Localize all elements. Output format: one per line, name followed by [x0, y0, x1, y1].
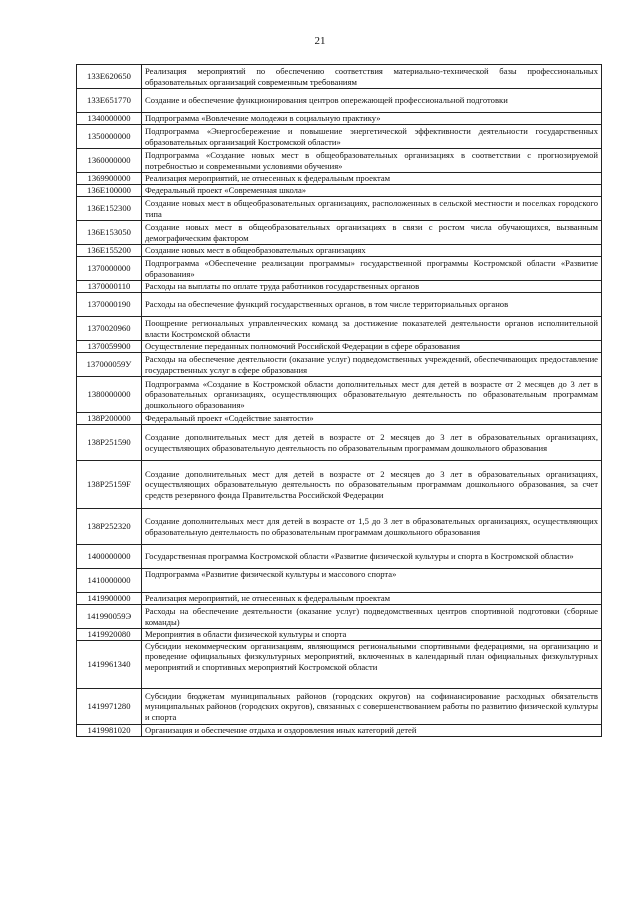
- row-code: 1370020960: [77, 317, 142, 341]
- row-code: 1370000110: [77, 281, 142, 293]
- table-row: [77, 281, 602, 293]
- table-row: [77, 545, 602, 569]
- row-code: 1410000000: [77, 569, 142, 593]
- row-code: 1380000000: [77, 377, 142, 413]
- row-description: Подпрограмма «Создание в Костромской области дополнительных мест для детей в возрасте от 2 месяцев до 3 лет в образовательных организациях, осуществляющих образовательную деятельность по образовательным программам дошкольного образования»: [142, 377, 602, 413]
- row-description: Создание дополнительных мест для детей в возрасте от 2 месяцев до 3 лет в образовательных организациях, осуществляющих образовательную деятельность по образовательным программам дошкольного образования, за счет средств резервного фонда Правительства Российской Федерации: [142, 461, 602, 509]
- row-description: Поощрение региональных управленческих команд за достижение показателей деятельности органов исполнительной власти Костромской области: [142, 317, 602, 341]
- table-row: [77, 593, 602, 605]
- row-code: 136E153050: [77, 221, 142, 245]
- row-description: Федеральный проект «Содействие занятости»: [142, 413, 602, 425]
- row-description: Создание дополнительных мест для детей в возрасте от 1,5 до 3 лет в образовательных организациях, осуществляющих образовательную деятельность по образовательным программам дошкольного образования: [142, 509, 602, 545]
- row-code: 1400000000: [77, 545, 142, 569]
- row-description: Субсидии некоммерческим организациям, являющимся региональными спортивными федерациями, на организацию и проведение официальных физкультурных мероприятий, включенных в календарный план официальных физкультурных мероприятий и спортивных мероприятий Костромской области: [142, 641, 602, 689]
- row-description: Создание и обеспечение функционирования центров опережающей профессиональной подготовки: [142, 89, 602, 113]
- row-description: Создание дополнительных мест для детей в возрасте от 2 месяцев до 3 лет в образовательных организациях, осуществляющих образовательную деятельность по образовательным программам дошкольного образования: [142, 425, 602, 461]
- table-row: [77, 185, 602, 197]
- table-row: [77, 173, 602, 185]
- row-code: 136E155200: [77, 245, 142, 257]
- row-code: 1370000000: [77, 257, 142, 281]
- row-description: Расходы на обеспечение деятельности (оказание услуг) подведомственных центров спортивной подготовки (сборные команды): [142, 605, 602, 629]
- table-row: [77, 65, 602, 89]
- table-row: [77, 149, 602, 173]
- table-row: [77, 317, 602, 341]
- row-description: Субсидии бюджетам муниципальных районов (городских округов) на софинансирование расходных обязательств муниципальных районов (городских округов), связанных с совершенствованием работы по развитию физической культуры и спорта: [142, 689, 602, 725]
- row-code: 138P25159F: [77, 461, 142, 509]
- row-description: Создание новых мест в общеобразовательных организациях, расположенных в сельской местности и поселках городского типа: [142, 197, 602, 221]
- table-row: [77, 725, 602, 737]
- row-description: Подпрограмма «Энергосбережение и повышение энергетической эффективности деятельности государственных образовательных организаций Костромской области»: [142, 125, 602, 149]
- row-description: Подпрограмма «Вовлечение молодежи в социальную практику»: [142, 113, 602, 125]
- table-row: [77, 125, 602, 149]
- row-description: Государственная программа Костромской области «Развитие физической культуры и спорта в Костромской области»: [142, 545, 602, 569]
- row-code: 1419961340: [77, 641, 142, 689]
- row-description: Создание новых мест в общеобразовательных организациях: [142, 245, 602, 257]
- table-row: [77, 221, 602, 245]
- row-description: Организация и обеспечение отдыха и оздоровления иных категорий детей: [142, 725, 602, 737]
- table-row: [77, 293, 602, 317]
- row-code: 1419971280: [77, 689, 142, 725]
- row-description: Реализация мероприятий, не отнесенных к федеральным проектам: [142, 593, 602, 605]
- page-number: 21: [314, 35, 326, 47]
- row-description: Подпрограмма «Создание новых мест в общеобразовательных организациях в соответствии с прогнозируемой потребностью и современными условиями обучения»: [142, 149, 602, 173]
- row-description: Осуществление переданных полномочий Российской Федерации в сфере образования: [142, 341, 602, 353]
- row-code: 138P251590: [77, 425, 142, 461]
- table-row: [77, 641, 602, 689]
- row-code: 138P200000: [77, 413, 142, 425]
- row-code: 136E100000: [77, 185, 142, 197]
- table-row: [77, 689, 602, 725]
- table-row: [77, 341, 602, 353]
- row-description: Расходы на обеспечение деятельности (оказание услуг) подведомственных учреждений, обеспечивающих предоставление государственных услуг в сфере образования: [142, 353, 602, 377]
- table-row: [77, 197, 602, 221]
- row-description: Создание новых мест в общеобразовательных организациях в связи с ростом числа обучающихся, вызванным демографическим фактором: [142, 221, 602, 245]
- table-row: [77, 113, 602, 125]
- table-row: [77, 413, 602, 425]
- row-description: Мероприятия в области физической культуры и спорта: [142, 629, 602, 641]
- row-code: 141990059Э: [77, 605, 142, 629]
- row-code: 1360000000: [77, 149, 142, 173]
- row-code: 136E152300: [77, 197, 142, 221]
- table-body: [77, 65, 602, 737]
- row-description: Федеральный проект «Современная школа»: [142, 185, 602, 197]
- table-row: [77, 425, 602, 461]
- table-row: [77, 461, 602, 509]
- row-code: 1370000190: [77, 293, 142, 317]
- table-row: [77, 509, 602, 545]
- table-row: [77, 245, 602, 257]
- row-code: 137000059У: [77, 353, 142, 377]
- row-code: 1419920080: [77, 629, 142, 641]
- table-row: [77, 569, 602, 593]
- table-row: [77, 377, 602, 413]
- row-code: 133E620650: [77, 65, 142, 89]
- row-code: 1340000000: [77, 113, 142, 125]
- table-row: [77, 605, 602, 629]
- table-row: [77, 89, 602, 113]
- row-code: 1419900000: [77, 593, 142, 605]
- row-description: Реализация мероприятий, не отнесенных к федеральным проектам: [142, 173, 602, 185]
- row-code: 1350000000: [77, 125, 142, 149]
- row-code: 133E651770: [77, 89, 142, 113]
- row-code: 138P252320: [77, 509, 142, 545]
- row-code: 1370059900: [77, 341, 142, 353]
- table-row: [77, 629, 602, 641]
- row-description: Реализация мероприятий по обеспечению соответствия материально-технической базы профессиональных образовательных организаций современным требованиям: [142, 65, 602, 89]
- table-row: [77, 353, 602, 377]
- row-code: 1369900000: [77, 173, 142, 185]
- row-description: Расходы на выплаты по оплате труда работников государственных органов: [142, 281, 602, 293]
- table-row: [77, 257, 602, 281]
- row-description: Подпрограмма «Развитие физической культуры и массового спорта»: [142, 569, 602, 593]
- row-description: Подпрограмма «Обеспечение реализации программы» государственной программы Костромской области «Развитие образования»: [142, 257, 602, 281]
- budget-code-table: [76, 64, 602, 737]
- row-description: Расходы на обеспечение функций государственных органов, в том числе территориальных органов: [142, 293, 602, 317]
- row-code: 1419981020: [77, 725, 142, 737]
